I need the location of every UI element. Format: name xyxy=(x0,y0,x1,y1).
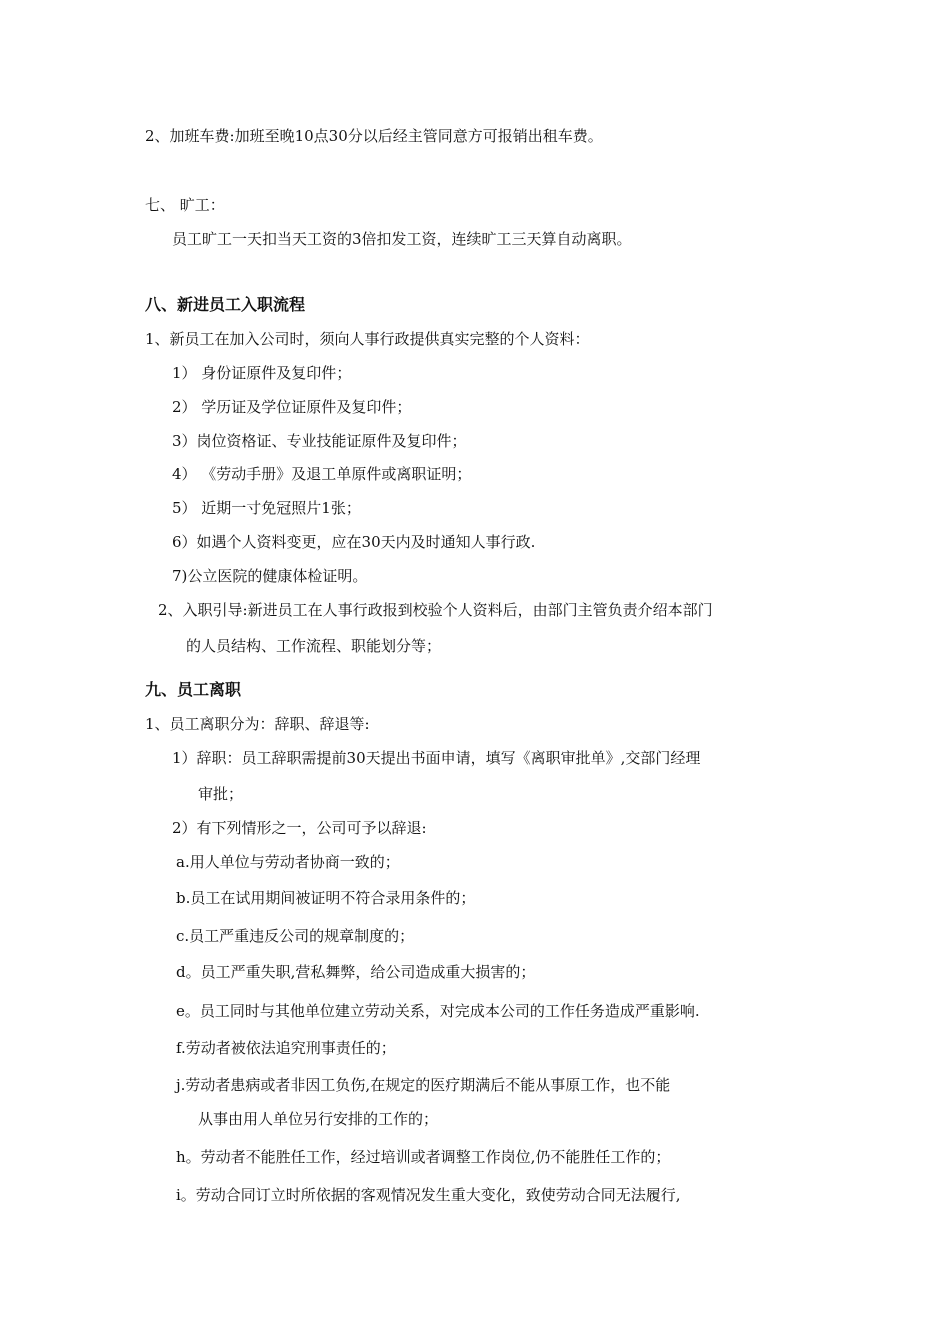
dismissal-case: e。员工同时与其他单位建立劳动关系，对完成本公司的工作任务造成严重影响. xyxy=(176,1002,700,1020)
dismissal-case: c.员工严重违反公司的规章制度的； xyxy=(176,927,415,945)
resignation-sub-1: 1）辞职：员工辞职需提前30天提出书面申请，填写《离职审批单》,交部门经理 xyxy=(172,749,701,767)
dismissal-case: d。员工严重失职,营私舞弊，给公司造成重大损害的； xyxy=(176,963,536,981)
onboarding-doc: 6）如遇个人资料变更，应在30天内及时通知人事行政. xyxy=(172,533,536,551)
onboarding-doc: 2） 学历证及学位证原件及复印件； xyxy=(172,398,412,416)
dismissal-case: j.劳动者患病或者非因工负伤,在规定的医疗期满后不能从事原工作，也不能 xyxy=(176,1076,671,1094)
onboarding-item-1: 1、新员工在加入公司时，须向人事行政提供真实完整的个人资料： xyxy=(145,330,590,348)
onboarding-heading: 八、新进员工入职流程 xyxy=(145,295,306,314)
dismissal-case: f.劳动者被依法追究刑事责任的； xyxy=(176,1039,396,1057)
onboarding-doc: 3）岗位资格证、专业技能证原件及复印件； xyxy=(172,432,467,450)
onboarding-doc: 4） 《劳动手册》及退工单原件或离职证明； xyxy=(172,465,472,483)
resignation-sub-2: 2）有下列情形之一，公司可予以辞退: xyxy=(172,819,427,837)
onboarding-item-2: 2、入职引导:新进员工在人事行政报到校验个人资料后，由部门主管负责介绍本部门 xyxy=(158,601,713,619)
resignation-sub-1-cont: 审批； xyxy=(198,785,244,803)
onboarding-item-2-cont: 的人员结构、工作流程、职能划分等； xyxy=(186,637,442,655)
dismissal-case: b.员工在试用期间被证明不符合录用条件的； xyxy=(176,889,476,907)
resignation-heading: 九、员工离职 xyxy=(145,680,242,699)
onboarding-doc: 7)公立医院的健康体检证明。 xyxy=(172,567,368,585)
absenteeism-text: 员工旷工一天扣当天工资的3倍扣发工资，连续旷工三天算自动离职。 xyxy=(172,230,632,248)
overtime-fare-item: 2、加班车费:加班至晚10点30分以后经主管同意方可报销出租车费。 xyxy=(145,127,603,145)
dismissal-case: i。劳动合同订立时所依据的客观情况发生重大变化，致使劳动合同无法履行, xyxy=(176,1186,681,1204)
dismissal-case: a.用人单位与劳动者协商一致的； xyxy=(176,853,400,871)
resignation-item-1: 1、员工离职分为：辞职、辞退等: xyxy=(145,715,370,733)
absenteeism-heading: 七、 旷工： xyxy=(145,196,225,214)
dismissal-case-cont: 从事由用人单位另行安排的工作的； xyxy=(198,1110,439,1128)
dismissal-case: h。劳动者不能胜任工作，经过培训或者调整工作岗位,仍不能胜任工作的； xyxy=(176,1148,671,1166)
onboarding-doc: 1） 身份证原件及复印件； xyxy=(172,364,352,382)
onboarding-doc: 5） 近期一寸免冠照片1张； xyxy=(172,499,361,517)
